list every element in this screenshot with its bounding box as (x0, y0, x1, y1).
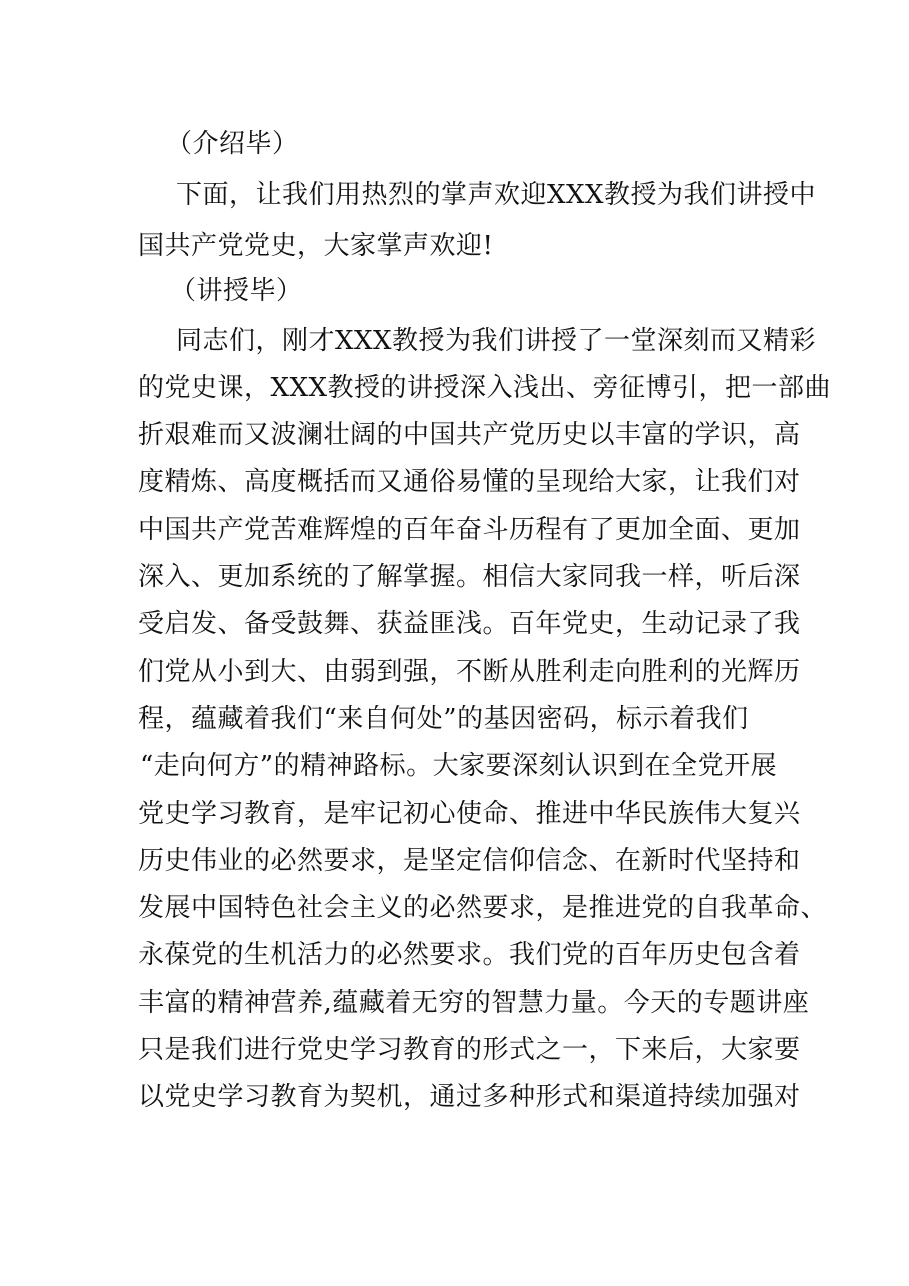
text-line: 的党史课，XXX教授的讲授深入浅出、旁征博引，把一部曲 (138, 373, 832, 403)
text-line: 深入、更加系统的了解掌握。相信大家同我一样，听后深 (138, 562, 801, 592)
text-line: 丰富的精神营养,蕴藏着无穷的智慧力量。今天的专题讲座 (138, 988, 810, 1018)
text-line: 受启发、备受鼓舞、获益匪浅。百年党史，生动记录了我 (138, 609, 801, 639)
text-line: 国共产党党史，大家掌声欢迎! (138, 231, 494, 261)
text-line: 下面，让我们用热烈的掌声欢迎XXX教授为我们讲授中 (176, 180, 817, 210)
text-line: 党史学习教育，是牢记初心使命、推进中华民族伟大复兴 (138, 799, 801, 829)
text-line: “走向何方”的精神路标。大家要深刻认识到在全党开展 (140, 751, 778, 781)
text-line: （讲授毕） (170, 276, 303, 306)
text-line: （介绍毕） (166, 129, 299, 159)
text-line: 度精炼、高度概括而又通俗易懂的呈现给大家，让我们对 (138, 467, 801, 497)
text-line: 同志们，刚才XXX教授为我们讲授了一堂深刻而又精彩 (176, 326, 817, 356)
text-line: 以党史学习教育为契机，通过多种形式和渠道持续加强对 (138, 1082, 801, 1112)
text-line: 历史伟业的必然要求，是坚定信仰信念、在新时代坚持和 (138, 846, 801, 876)
text-line: 发展中国特色社会主义的必然要求，是推进党的自我革命、 (138, 893, 828, 923)
text-line: 永葆党的生机活力的必然要求。我们党的百年历史包含着 (138, 940, 801, 970)
text-line: 折艰难而又波澜壮阔的中国共产党历史以丰富的学识，高 (138, 420, 801, 450)
text-line: 程，蕴藏着我们“来自何处”的基因密码，标示着我们 (138, 704, 749, 734)
text-line: 只是我们进行党史学习教育的形式之一，下来后，大家要 (138, 1035, 801, 1065)
text-line: 们党从小到大、由弱到强，不断从胜利走向胜利的光辉历 (138, 657, 801, 687)
text-line: 中国共产党苦难辉煌的百年奋斗历程有了更加全面、更加 (138, 515, 801, 545)
